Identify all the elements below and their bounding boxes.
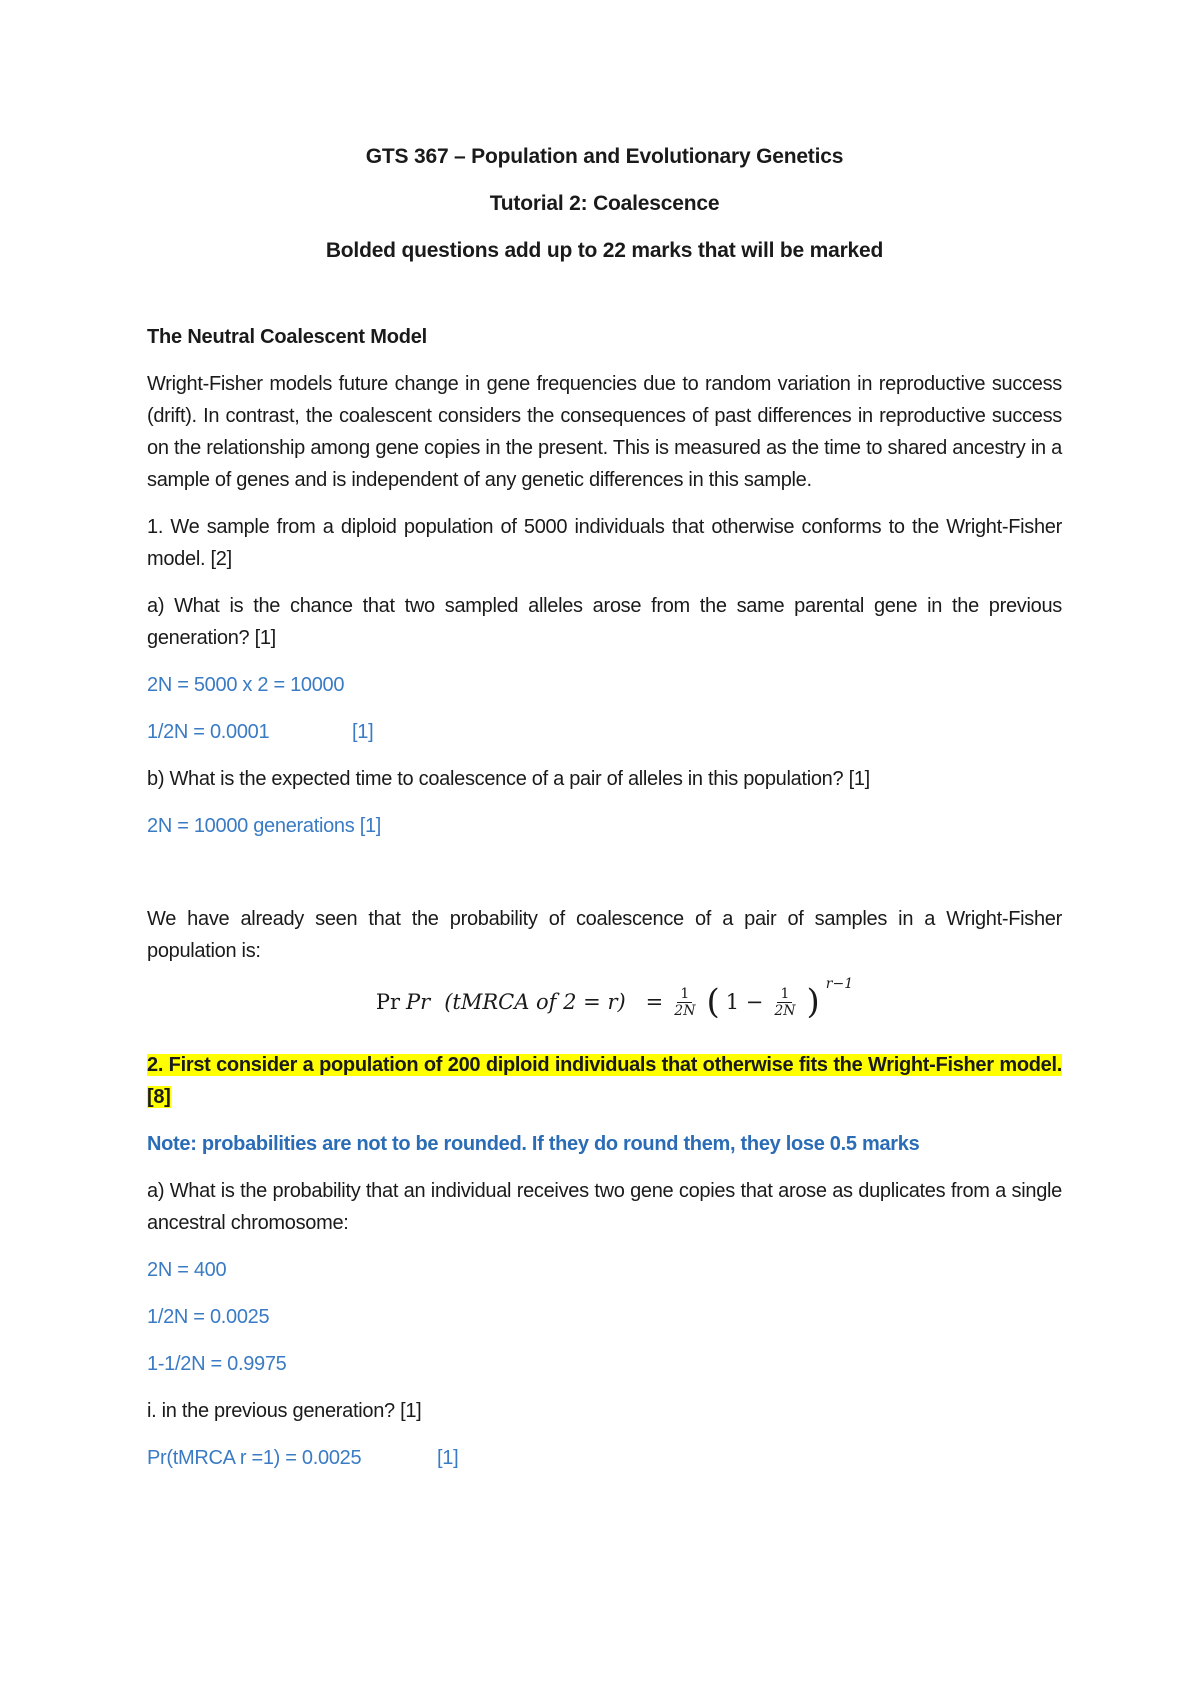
question-2a-i: i. in the previous generation? [1] xyxy=(147,1400,422,1422)
question-2-highlight: 2. First consider a population of 200 diploid individuals that otherwise fits the Wright-Fisher model. [8] xyxy=(147,1054,1062,1108)
marks-note: Bolded questions add up to 22 marks that will be marked xyxy=(325,239,884,262)
formula-fraction-1 xyxy=(671,986,698,1019)
answer-2a-i xyxy=(147,1442,1062,1474)
formula-paren-open: ( xyxy=(706,982,720,1022)
answer-2a-i-value: Pr(tMRCA r =1) = 0.0025 xyxy=(147,1447,362,1469)
answer-1a-value: 1/2N = 0.0001 xyxy=(147,721,270,743)
answer-2a-i-mark: [1] xyxy=(437,1447,459,1469)
formula-fraction-2 xyxy=(771,986,798,1019)
formula-args: (tMRCA of 2 = r) xyxy=(444,990,626,1014)
question-1a: a) What is the chance that two sampled alleles arose from the same parental gene in the previous generation? [1] xyxy=(147,595,1062,649)
formula-equals: = xyxy=(645,990,664,1014)
question-2a: a) What is the probability that an individual receives two gene copies that arose as duplicates from a single ancestral chromosome: xyxy=(147,1180,1062,1234)
tutorial-title: Tutorial 2: Coalescence xyxy=(489,192,720,215)
formula-intro: We have already seen that the probability of coalescence of a pair of samples in a Wright-Fisher population is: xyxy=(147,908,1062,962)
intro-paragraph: Wright-Fisher models future change in gene frequencies due to random variation in reproductive success (drift). In contrast, the coalescent considers the consequences of past differences in reproductive success on the relationship among gene copies in the present. This is measured as the time to shared ancestry in a sample of genes and is independent of any genetic differences in this sample. xyxy=(147,373,1062,491)
answer-1a-line1: 2N = 5000 x 2 = 10000 xyxy=(147,674,345,696)
fraction-denominator: 2N xyxy=(774,1002,796,1019)
answer-1a-mark: [1] xyxy=(352,721,374,743)
answer-1a-line2 xyxy=(147,716,1062,748)
fraction-denominator: 2N xyxy=(674,1002,696,1019)
question-1: 1. We sample from a diploid population of 5000 individuals that otherwise conforms to the Wright-Fisher model. [2] xyxy=(147,516,1062,570)
spacer xyxy=(147,857,1062,903)
fraction-numerator: 1 xyxy=(677,986,692,1003)
answer-1b: 2N = 10000 generations [1] xyxy=(147,815,382,837)
section-heading: The Neutral Coalescent Model xyxy=(147,326,428,348)
course-title: GTS 367 – Population and Evolutionary Genetics xyxy=(365,145,844,168)
question-2 xyxy=(147,1049,1062,1113)
rounding-note: Note: probabilities are not to be rounded. If they do round them, they lose 0.5 marks xyxy=(147,1133,920,1155)
formula-paren-close: ) xyxy=(806,982,820,1022)
formula-pr-italic: Pr xyxy=(406,990,431,1014)
answer-2a-line1: 2N = 400 xyxy=(147,1259,227,1281)
question-1b: b) What is the expected time to coalescence of a pair of alleles in this population? [1] xyxy=(147,768,870,790)
formula-one-minus: 1 − xyxy=(725,990,764,1014)
fraction-numerator: 1 xyxy=(777,986,792,1003)
document-page xyxy=(147,143,1062,1489)
answer-2a-line2: 1/2N = 0.0025 xyxy=(147,1306,270,1328)
formula-pr: Pr xyxy=(375,990,401,1014)
coalescence-formula xyxy=(147,976,1062,1035)
formula-exponent: r−1 xyxy=(825,976,854,992)
answer-2a-line3: 1-1/2N = 0.9975 xyxy=(147,1353,287,1375)
